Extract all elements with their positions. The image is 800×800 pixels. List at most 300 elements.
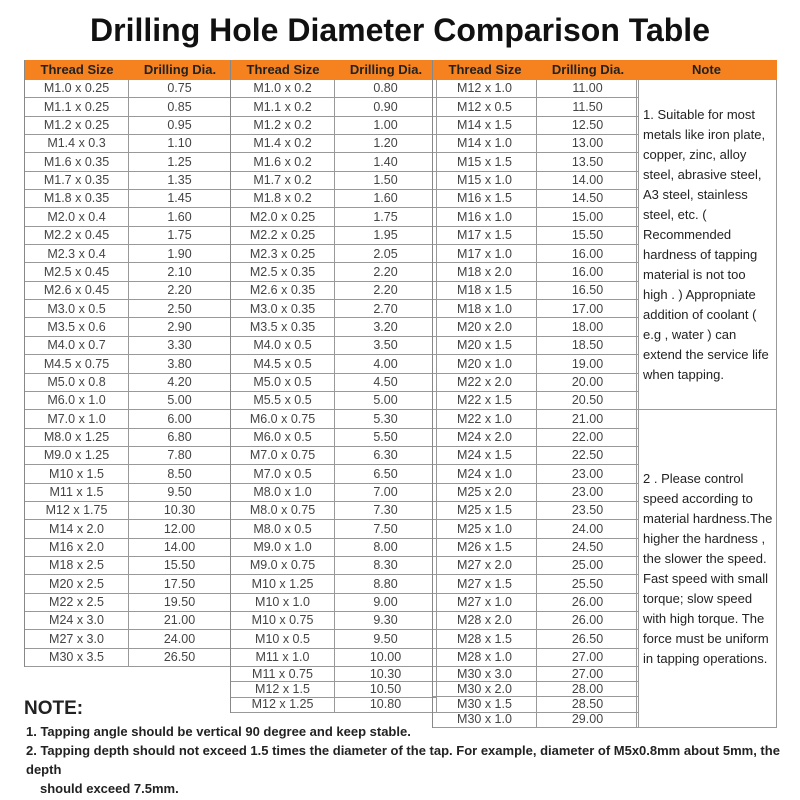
thread-size-cell: M17 x 1.0	[433, 245, 537, 262]
table-row	[231, 227, 437, 245]
drilling-dia-cell: 2.20	[335, 263, 437, 280]
thread-size-cell: M9.0 x 1.0	[231, 539, 335, 556]
thread-size-cell: M14 x 1.0	[433, 135, 537, 152]
thread-size-cell: M5.0 x 0.8	[25, 374, 129, 391]
thread-size-cell: M28 x 1.0	[433, 649, 537, 666]
drilling-dia-cell: 6.00	[129, 410, 231, 427]
table-row	[25, 98, 231, 116]
drilling-dia-cell: 16.00	[537, 263, 639, 280]
thread-size-cell: M6.0 x 0.75	[231, 410, 335, 427]
thread-size-cell: M11 x 1.0	[231, 649, 335, 666]
header-drilling-dia: Drilling Dia.	[143, 62, 217, 77]
table-row	[231, 190, 437, 208]
drilling-dia-cell: 3.30	[129, 337, 231, 354]
table-row	[433, 575, 639, 593]
thread-size-cell: M18 x 1.5	[433, 282, 537, 299]
note-2: 2 . Please control speed according to material hardness.The higher the hardness , the slower the speed. Fast speed with small torque; slow speed with high torque. The force must be uniform in tapping operations.	[636, 410, 777, 728]
thread-size-cell: M1.1 x 0.25	[25, 98, 129, 115]
table-row	[433, 594, 639, 612]
table-row	[433, 300, 639, 318]
thread-size-cell: M16 x 2.0	[25, 539, 129, 556]
drilling-dia-cell: 1.95	[335, 227, 437, 244]
table-row	[231, 575, 437, 593]
drilling-dia-cell: 23.00	[537, 484, 639, 501]
drilling-dia-cell: 27.00	[537, 667, 639, 681]
drilling-dia-cell: 2.70	[335, 300, 437, 317]
drilling-dia-cell: 1.45	[129, 190, 231, 207]
thread-size-cell: M30 x 2.0	[433, 682, 537, 696]
table-row	[231, 612, 437, 630]
drilling-dia-cell: 13.50	[537, 153, 639, 170]
thread-size-cell: M25 x 1.0	[433, 520, 537, 537]
thread-size-cell: M25 x 1.5	[433, 502, 537, 519]
drilling-dia-cell: 6.50	[335, 465, 437, 482]
table-row	[231, 447, 437, 465]
table-row	[433, 80, 639, 98]
table-row	[25, 117, 231, 135]
drilling-dia-cell: 17.50	[129, 575, 231, 592]
drilling-dia-cell: 26.00	[537, 594, 639, 611]
table-row	[25, 282, 231, 300]
thread-size-cell: M27 x 1.0	[433, 594, 537, 611]
table-row	[231, 698, 437, 713]
note-line-1: 1. Tapping angle should be vertical 90 degree and keep stable.	[26, 724, 411, 739]
table-row	[433, 697, 639, 712]
drilling-dia-cell: 5.50	[335, 429, 437, 446]
thread-size-cell: M1.8 x 0.35	[25, 190, 129, 207]
thread-size-cell: M2.3 x 0.25	[231, 245, 335, 262]
table-row	[25, 245, 231, 263]
drilling-dia-cell: 26.00	[537, 612, 639, 629]
table-group-2	[230, 60, 437, 713]
footer-notes	[26, 722, 426, 741]
table-row	[231, 263, 437, 281]
drilling-dia-cell: 4.00	[335, 355, 437, 372]
drilling-dia-cell: 15.00	[537, 208, 639, 225]
drilling-dia-cell: 6.80	[129, 429, 231, 446]
drilling-dia-cell: 19.00	[537, 355, 639, 372]
table-row	[25, 410, 231, 428]
note-line-2: 2. Tapping depth should not exceed 1.5 times the diameter of the tap. For example, diameter of M5x0.8mm about 5mm, the depth	[26, 743, 780, 777]
table-row	[433, 208, 639, 226]
drilling-dia-cell: 12.50	[537, 117, 639, 134]
drilling-dia-cell: 9.00	[335, 594, 437, 611]
drilling-dia-cell: 0.90	[335, 98, 437, 115]
table-row	[25, 575, 231, 593]
thread-size-cell: M11 x 1.5	[25, 484, 129, 501]
thread-size-cell: M22 x 1.5	[433, 392, 537, 409]
thread-size-cell: M2.3 x 0.4	[25, 245, 129, 262]
table-row	[433, 392, 639, 410]
table-row	[231, 649, 437, 667]
thread-size-cell: M9.0 x 0.75	[231, 557, 335, 574]
table-group-3	[432, 60, 639, 728]
thread-size-cell: M2.0 x 0.4	[25, 208, 129, 225]
header-thread-size: Thread Size	[40, 62, 114, 77]
thread-size-cell: M30 x 1.0	[433, 713, 537, 727]
drilling-dia-cell: 5.00	[129, 392, 231, 409]
drilling-dia-cell: 7.80	[129, 447, 231, 464]
thread-size-cell: M28 x 2.0	[433, 612, 537, 629]
table-row	[231, 410, 437, 428]
drilling-dia-cell: 2.20	[129, 282, 231, 299]
table-row	[433, 557, 639, 575]
table-row	[25, 80, 231, 98]
thread-size-cell: M6.0 x 1.0	[25, 392, 129, 409]
thread-size-cell: M26 x 1.5	[433, 539, 537, 556]
thread-size-cell: M20 x 1.5	[433, 337, 537, 354]
table-row	[433, 484, 639, 502]
table-row	[433, 227, 639, 245]
thread-size-cell: M10 x 1.0	[231, 594, 335, 611]
thread-size-cell: M3.0 x 0.5	[25, 300, 129, 317]
table-row	[433, 98, 639, 116]
table-row	[231, 465, 437, 483]
table-row	[433, 612, 639, 630]
table-row	[231, 80, 437, 98]
drilling-dia-cell: 10.30	[335, 667, 437, 681]
notes-heading: NOTE:	[24, 698, 84, 719]
table-row	[25, 557, 231, 575]
drilling-dia-cell: 14.50	[537, 190, 639, 207]
drilling-dia-cell: 11.00	[537, 80, 639, 97]
table-row	[25, 612, 231, 630]
thread-size-cell: M1.6 x 0.2	[231, 153, 335, 170]
table-row	[25, 153, 231, 171]
thread-size-cell: M27 x 1.5	[433, 575, 537, 592]
drilling-dia-cell: 15.50	[537, 227, 639, 244]
drilling-dia-cell: 1.25	[129, 153, 231, 170]
drilling-dia-cell: 10.00	[335, 649, 437, 666]
thread-size-cell: M4.5 x 0.5	[231, 355, 335, 372]
table-row	[231, 172, 437, 190]
table-row	[433, 117, 639, 135]
drilling-dia-cell: 26.50	[537, 630, 639, 647]
drilling-dia-cell: 28.50	[537, 697, 639, 711]
thread-size-cell: M1.4 x 0.3	[25, 135, 129, 152]
thread-size-cell: M12 x 1.0	[433, 80, 537, 97]
page-title: Drilling Hole Diameter Comparison Table	[90, 12, 710, 48]
drilling-dia-cell: 20.00	[537, 374, 639, 391]
thread-size-cell: M7.0 x 1.0	[25, 410, 129, 427]
table-row	[433, 153, 639, 171]
table-row	[25, 208, 231, 226]
table-header	[25, 60, 231, 80]
thread-size-cell: M20 x 1.0	[433, 355, 537, 372]
drilling-dia-cell: 9.50	[335, 630, 437, 647]
table-row	[231, 429, 437, 447]
drilling-dia-cell: 0.75	[129, 80, 231, 97]
drilling-dia-cell: 20.50	[537, 392, 639, 409]
drilling-dia-cell: 1.40	[335, 153, 437, 170]
thread-size-cell: M3.0 x 0.35	[231, 300, 335, 317]
drilling-dia-cell: 2.90	[129, 318, 231, 335]
drilling-dia-cell: 8.00	[335, 539, 437, 556]
drilling-dia-cell: 23.50	[537, 502, 639, 519]
drilling-dia-cell: 7.00	[335, 484, 437, 501]
drilling-dia-cell: 1.75	[335, 208, 437, 225]
thread-size-cell: M2.5 x 0.45	[25, 263, 129, 280]
thread-size-cell: M22 x 2.0	[433, 374, 537, 391]
thread-size-cell: M1.2 x 0.25	[25, 117, 129, 134]
drilling-dia-cell: 12.00	[129, 520, 231, 537]
drilling-dia-cell: 18.50	[537, 337, 639, 354]
drilling-dia-cell: 29.00	[537, 713, 639, 727]
drilling-dia-cell: 4.50	[335, 374, 437, 391]
thread-size-cell: M11 x 0.75	[231, 667, 335, 681]
thread-size-cell: M12 x 1.25	[231, 698, 335, 712]
thread-size-cell: M1.7 x 0.2	[231, 172, 335, 189]
drilling-dia-cell: 3.20	[335, 318, 437, 335]
thread-size-cell: M30 x 1.5	[433, 697, 537, 711]
drilling-dia-cell: 1.20	[335, 135, 437, 152]
thread-size-cell: M27 x 2.0	[433, 557, 537, 574]
table-row	[433, 282, 639, 300]
thread-size-cell: M15 x 1.0	[433, 172, 537, 189]
drilling-dia-cell: 15.50	[129, 557, 231, 574]
drilling-dia-cell: 26.50	[129, 649, 231, 666]
drilling-dia-cell: 1.50	[335, 172, 437, 189]
drilling-dia-cell: 1.60	[335, 190, 437, 207]
drilling-dia-cell: 16.00	[537, 245, 639, 262]
table-row	[231, 667, 437, 682]
table-row	[231, 300, 437, 318]
thread-size-cell: M24 x 3.0	[25, 612, 129, 629]
table-row	[433, 429, 639, 447]
drilling-dia-cell: 27.00	[537, 649, 639, 666]
table-row	[433, 245, 639, 263]
thread-size-cell: M22 x 2.5	[25, 594, 129, 611]
table-row	[433, 263, 639, 281]
header-thread-size: Thread Size	[448, 62, 522, 77]
thread-size-cell: M24 x 2.0	[433, 429, 537, 446]
drilling-dia-cell: 2.10	[129, 263, 231, 280]
drilling-dia-cell: 1.90	[129, 245, 231, 262]
thread-size-cell: M20 x 2.5	[25, 575, 129, 592]
thread-size-cell: M16 x 1.5	[433, 190, 537, 207]
thread-size-cell: M16 x 1.0	[433, 208, 537, 225]
drilling-dia-cell: 14.00	[537, 172, 639, 189]
thread-size-cell: M27 x 3.0	[25, 630, 129, 647]
thread-size-cell: M2.6 x 0.35	[231, 282, 335, 299]
table-row	[231, 682, 437, 697]
table-row	[433, 667, 639, 682]
drilling-dia-cell: 16.50	[537, 282, 639, 299]
thread-size-cell: M4.0 x 0.5	[231, 337, 335, 354]
table-row	[25, 318, 231, 336]
table-row	[25, 392, 231, 410]
drilling-dia-cell: 21.00	[129, 612, 231, 629]
table-row	[231, 630, 437, 648]
drilling-dia-cell: 13.00	[537, 135, 639, 152]
thread-size-cell: M7.0 x 0.75	[231, 447, 335, 464]
table-row	[433, 649, 639, 667]
thread-size-cell: M8.0 x 1.25	[25, 429, 129, 446]
drilling-dia-cell: 3.50	[335, 337, 437, 354]
thread-size-cell: M12 x 1.75	[25, 502, 129, 519]
table-row	[433, 682, 639, 697]
thread-size-cell: M5.0 x 0.5	[231, 374, 335, 391]
thread-size-cell: M12 x 0.5	[433, 98, 537, 115]
thread-size-cell: M30 x 3.5	[25, 649, 129, 666]
thread-size-cell: M24 x 1.0	[433, 465, 537, 482]
note-header: Note	[636, 60, 777, 80]
table-row	[231, 557, 437, 575]
thread-size-cell: M18 x 2.0	[433, 263, 537, 280]
drilling-dia-cell: 1.75	[129, 227, 231, 244]
table-row	[433, 355, 639, 373]
table-row	[231, 153, 437, 171]
thread-size-cell: M25 x 2.0	[433, 484, 537, 501]
drilling-dia-cell: 1.00	[335, 117, 437, 134]
thread-size-cell: M3.5 x 0.35	[231, 318, 335, 335]
thread-size-cell: M2.0 x 0.25	[231, 208, 335, 225]
footer-notes-2	[26, 741, 786, 798]
note-column	[636, 60, 777, 728]
table-row	[25, 484, 231, 502]
table-row	[25, 135, 231, 153]
thread-size-cell: M2.2 x 0.25	[231, 227, 335, 244]
drilling-dia-cell: 10.50	[335, 682, 437, 696]
thread-size-cell: M1.0 x 0.2	[231, 80, 335, 97]
table-row	[433, 520, 639, 538]
drilling-dia-cell: 10.80	[335, 698, 437, 712]
table-row	[231, 374, 437, 392]
drilling-dia-cell: 0.80	[335, 80, 437, 97]
thread-size-cell: M5.5 x 0.5	[231, 392, 335, 409]
drilling-dia-cell: 6.30	[335, 447, 437, 464]
table-row	[25, 630, 231, 648]
drilling-dia-cell: 1.35	[129, 172, 231, 189]
drilling-dia-cell: 25.50	[537, 575, 639, 592]
drilling-dia-cell: 5.00	[335, 392, 437, 409]
thread-size-cell: M1.8 x 0.2	[231, 190, 335, 207]
drilling-dia-cell: 19.50	[129, 594, 231, 611]
drilling-dia-cell: 8.30	[335, 557, 437, 574]
table-row	[433, 190, 639, 208]
table-row	[25, 429, 231, 447]
thread-size-cell: M1.6 x 0.35	[25, 153, 129, 170]
drilling-dia-cell: 5.30	[335, 410, 437, 427]
thread-size-cell: M8.0 x 0.5	[231, 520, 335, 537]
thread-size-cell: M10 x 1.5	[25, 465, 129, 482]
drilling-dia-cell: 4.20	[129, 374, 231, 391]
drilling-dia-cell: 7.50	[335, 520, 437, 537]
thread-size-cell: M14 x 1.5	[433, 117, 537, 134]
table-row	[433, 410, 639, 428]
table-row	[25, 539, 231, 557]
thread-size-cell: M28 x 1.5	[433, 630, 537, 647]
table-row	[231, 318, 437, 336]
drilling-dia-cell: 1.10	[129, 135, 231, 152]
table-row	[231, 208, 437, 226]
drilling-dia-cell: 24.00	[129, 630, 231, 647]
drilling-dia-cell: 2.05	[335, 245, 437, 262]
table-row	[25, 447, 231, 465]
thread-size-cell: M2.6 x 0.45	[25, 282, 129, 299]
drilling-dia-cell: 22.50	[537, 447, 639, 464]
table-row	[25, 465, 231, 483]
table-row	[231, 337, 437, 355]
thread-size-cell: M2.2 x 0.45	[25, 227, 129, 244]
table-row	[231, 135, 437, 153]
note-line-2-cont: should exceed 7.5mm.	[40, 781, 179, 796]
thread-size-cell: M10 x 0.5	[231, 630, 335, 647]
drilling-dia-cell: 0.85	[129, 98, 231, 115]
thread-size-cell: M30 x 3.0	[433, 667, 537, 681]
table-row	[433, 502, 639, 520]
table-row	[433, 172, 639, 190]
drilling-dia-cell: 7.30	[335, 502, 437, 519]
table-row	[25, 502, 231, 520]
thread-size-cell: M15 x 1.5	[433, 153, 537, 170]
drilling-dia-cell: 2.20	[335, 282, 437, 299]
drilling-dia-cell: 22.00	[537, 429, 639, 446]
table-row	[433, 630, 639, 648]
thread-size-cell: M10 x 1.25	[231, 575, 335, 592]
thread-size-cell: M24 x 1.5	[433, 447, 537, 464]
table-row	[433, 318, 639, 336]
drilling-dia-cell: 3.80	[129, 355, 231, 372]
thread-size-cell: M4.5 x 0.75	[25, 355, 129, 372]
table-row	[231, 392, 437, 410]
table-row	[25, 337, 231, 355]
thread-size-cell: M8.0 x 1.0	[231, 484, 335, 501]
drilling-dia-cell: 1.60	[129, 208, 231, 225]
table-row	[25, 227, 231, 245]
drilling-dia-cell: 23.00	[537, 465, 639, 482]
drilling-dia-cell: 9.50	[129, 484, 231, 501]
thread-size-cell: M12 x 1.5	[231, 682, 335, 696]
note-1: 1. Suitable for most metals like iron plate, copper, zinc, alloy steel, abrasive steel, A3 steel, stainless steel, etc. ( Recommended hardness of tapping material is not too high . ) Appropniate addition of coolant ( e.g , water ) can extend the service life when tapping.	[636, 80, 777, 410]
table-row	[25, 263, 231, 281]
table-row	[433, 374, 639, 392]
table-row	[231, 484, 437, 502]
table-row	[433, 465, 639, 483]
table-header	[433, 60, 639, 80]
drilling-dia-cell: 11.50	[537, 98, 639, 115]
table-row	[433, 337, 639, 355]
thread-size-cell: M22 x 1.0	[433, 410, 537, 427]
table-row	[433, 135, 639, 153]
table-row	[231, 117, 437, 135]
thread-size-cell: M9.0 x 1.25	[25, 447, 129, 464]
drilling-dia-cell: 8.80	[335, 575, 437, 592]
thread-size-cell: M7.0 x 0.5	[231, 465, 335, 482]
thread-size-cell: M10 x 0.75	[231, 612, 335, 629]
table-row	[231, 245, 437, 263]
table-row	[25, 172, 231, 190]
table-row	[231, 502, 437, 520]
drilling-dia-cell: 28.00	[537, 682, 639, 696]
table-row	[433, 539, 639, 557]
table-row	[25, 300, 231, 318]
table-row	[231, 98, 437, 116]
table-row	[231, 282, 437, 300]
thread-size-cell: M1.2 x 0.2	[231, 117, 335, 134]
thread-size-cell: M1.1 x 0.2	[231, 98, 335, 115]
drilling-dia-cell: 18.00	[537, 318, 639, 335]
drilling-dia-cell: 10.30	[129, 502, 231, 519]
header-drilling-dia: Drilling Dia.	[349, 62, 423, 77]
drilling-dia-cell: 24.00	[537, 520, 639, 537]
drilling-dia-cell: 25.00	[537, 557, 639, 574]
drilling-dia-cell: 0.95	[129, 117, 231, 134]
table-row	[433, 713, 639, 728]
thread-size-cell: M1.4 x 0.2	[231, 135, 335, 152]
thread-size-cell: M17 x 1.5	[433, 227, 537, 244]
table-row	[25, 355, 231, 373]
